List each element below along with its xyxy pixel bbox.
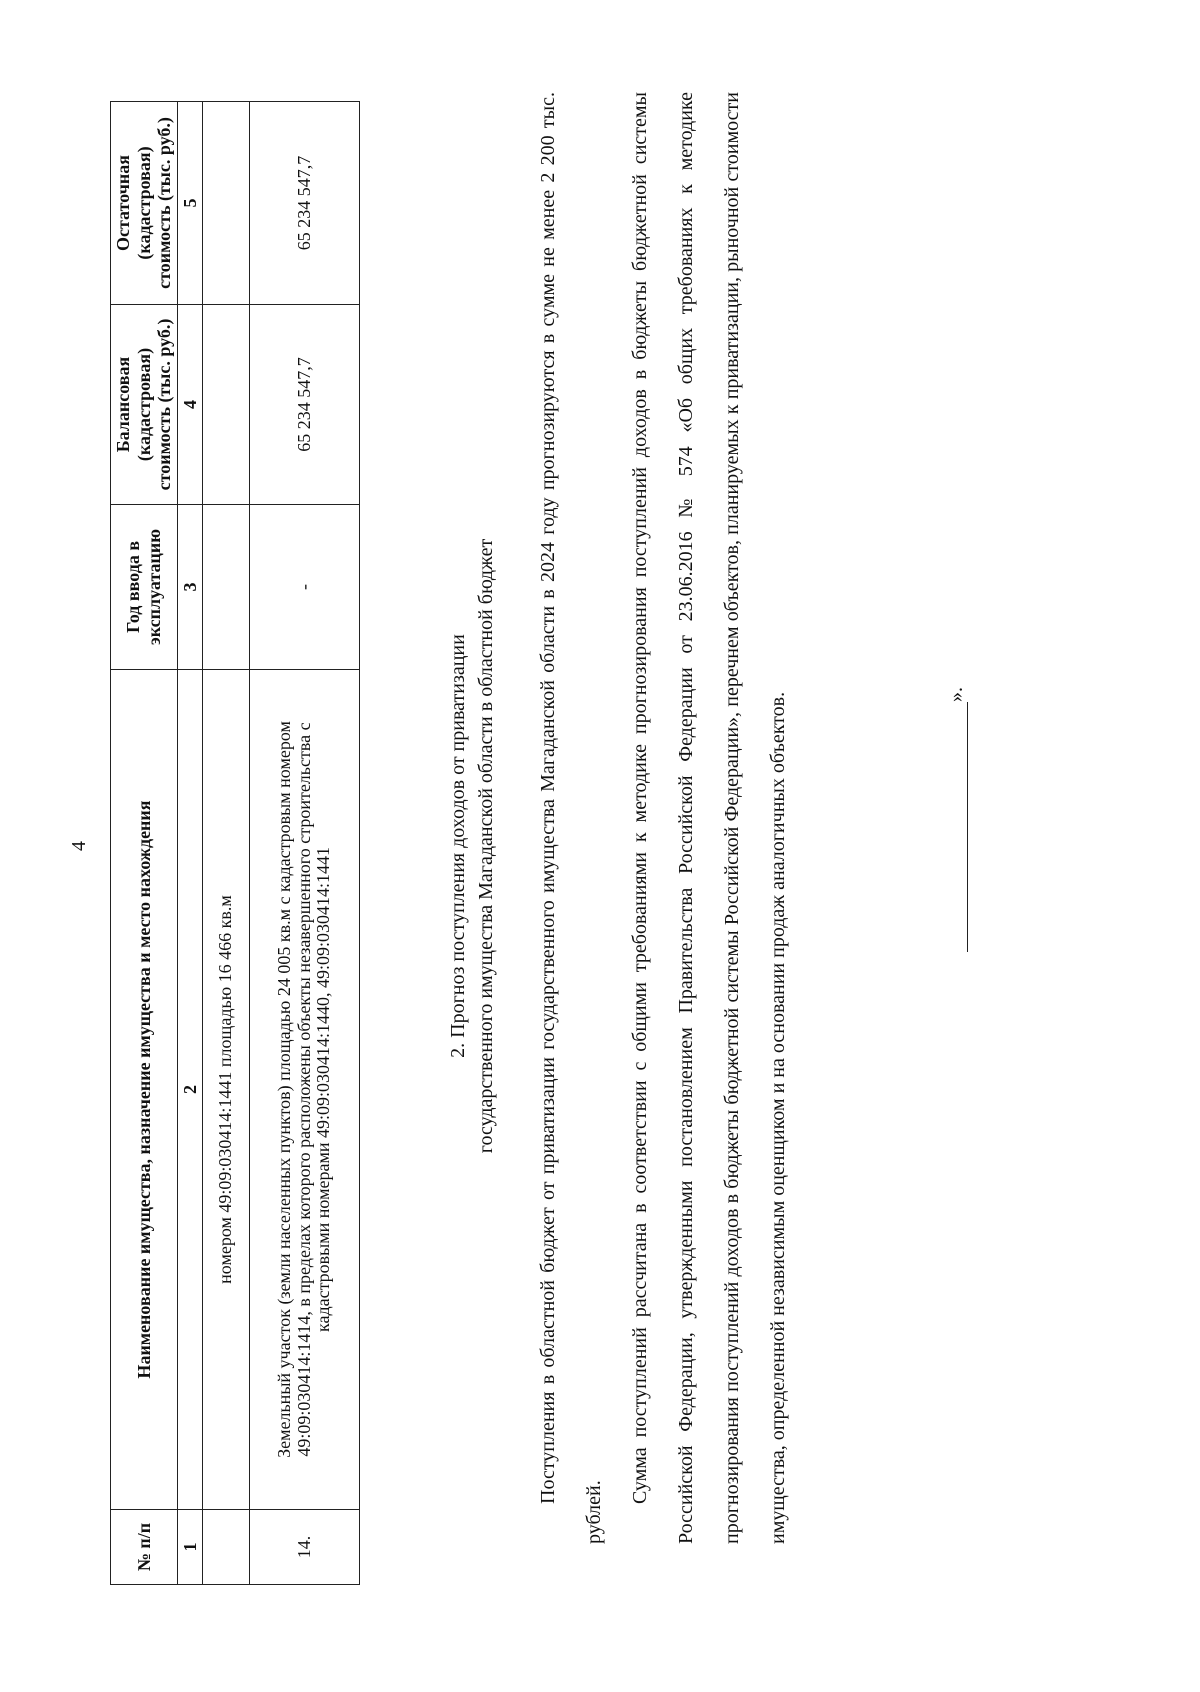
- section-heading-line2: государственного имущества Магаданской области в областной бюджет: [475, 538, 497, 1154]
- row-residual: [203, 102, 250, 305]
- row-name: Земельный участок (земли населенных пунктов) площадью 24 005 кв.м с кадастровым номером 49:09:030414:1414, в пределах которого расположены объекты незавершенного строительства с кадастровыми номерами 49:09:030414:1440, 49:09:030414:1441: [250, 670, 360, 1510]
- table-row: [250, 102, 360, 1585]
- section-body: [525, 92, 801, 1544]
- property-table: [110, 101, 360, 1585]
- column-number-row: [178, 102, 203, 1585]
- column-number: 4: [178, 305, 203, 505]
- header-num: № п/п: [111, 1510, 178, 1585]
- row-name: номером 49:09:030414:1441 площадью 16 466 кв.м: [203, 670, 250, 1510]
- column-number: 3: [178, 505, 203, 670]
- row-num: [203, 1510, 250, 1585]
- paragraph-1: Поступления в областной бюджет от приватизации государственного имущества Магаданской области в 2024 году прогнозируются в сумме не менее 2 200 тыс. рублей.: [537, 92, 605, 1544]
- closing-underline: [945, 702, 968, 952]
- page-number: 4: [68, 841, 90, 851]
- row-year: [203, 505, 250, 670]
- row-num: 14.: [250, 1510, 360, 1585]
- table-header-row: [111, 102, 178, 1585]
- closing-quote: ».: [945, 687, 967, 702]
- paragraph-2: Сумма поступлений рассчитана в соответствии с общими требованиями к методике прогнозирования поступлений доходов в бюджеты бюджетной системы Российской Федерации, утвержденными постановлением Правительства Российской Федерации от 23.06.2016 № 574 «Об общих требованиях к методике прогнозирования поступлений доходов в бюджеты бюджетной системы Российской Федерации», перечнем объектов, планируемых к приватизации, рыночной стоимости имущества, определенной независимым оценщиком и на основании продаж аналогичных объектов.: [629, 92, 789, 1544]
- row-year: -: [250, 505, 360, 670]
- header-year: Год ввода в эксплуатацию: [111, 505, 178, 670]
- column-number: 2: [178, 670, 203, 1510]
- table-row: [203, 102, 250, 1585]
- row-residual: 65 234 547,7: [250, 102, 360, 305]
- row-balance: 65 234 547,7: [250, 305, 360, 505]
- section-heading-line1: 2. Прогноз поступления доходов от приватизации: [447, 634, 469, 1058]
- header-balance: Балансовая (кадастровая) стоимость (тыс. руб.): [111, 305, 178, 505]
- header-residual: Остаточная (кадастровая) стоимость (тыс. руб.): [111, 102, 178, 305]
- closing-line: [945, 672, 968, 952]
- column-number: 5: [178, 102, 203, 305]
- column-number: 1: [178, 1510, 203, 1585]
- row-balance: [203, 305, 250, 505]
- header-name: Наименование имущества, назначение имущества и место нахождения: [111, 670, 178, 1510]
- section-heading: [444, 0, 500, 1692]
